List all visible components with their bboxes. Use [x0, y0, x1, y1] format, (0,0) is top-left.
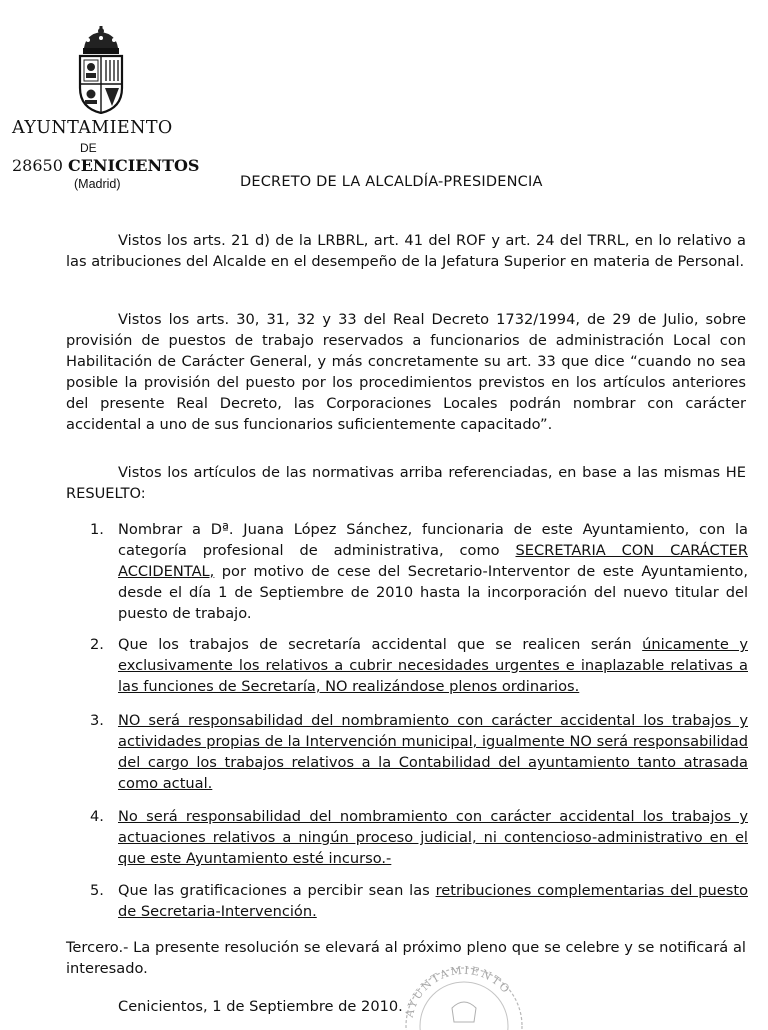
stamp-text: AYUNTAMIENTO: [402, 963, 514, 1019]
closing-line: Cenicientos, 1 de Septiembre de 2010.: [118, 998, 403, 1015]
province-label: (Madrid): [74, 177, 121, 191]
paragraph-1: Vistos los arts. 21 d) de la LRBRL, art. 41 del ROF y art. 24 del TRRL, en lo relativo a las atribuciones del Alcalde en el desempeño de la Jefatura Superior en materia de Personal.: [66, 232, 746, 270]
document-title: DECRETO DE LA ALCALDÍA-PRESIDENCIA: [240, 174, 543, 190]
coat-of-arms-icon: [74, 26, 128, 114]
organization-name: AYUNTAMIENTO: [12, 118, 173, 138]
town-name: CENICIENTOS: [68, 156, 200, 175]
item-number: 4.: [90, 808, 104, 825]
item-number: 1.: [90, 521, 104, 538]
organization-town-line: [12, 156, 199, 175]
svg-text:AYUNTAMIENTO: [402, 964, 513, 1020]
item-text: NO será responsabilidad del nombramiento con carácter accidental los trabajos y actividades propias de la Intervención municipal, igualmente NO será responsabilidad del cargo los trabajos relativos a la Contabilidad del ayuntamiento tanto atrasada como actual.: [118, 712, 748, 792]
paragraph-3: Vistos los artículos de las normativas arriba referenciadas, en base a las mismas HE RESUELTO:: [66, 464, 746, 502]
item-number: 3.: [90, 712, 104, 729]
item-number: 2.: [90, 636, 104, 653]
tercero-paragraph: Tercero.- La presente resolución se elevará al próximo pleno que se celebre y se notificará al interesado.: [66, 939, 746, 977]
postal-code: 28650: [12, 156, 63, 175]
organization-connector: DE: [80, 141, 97, 155]
item-number: 5.: [90, 882, 104, 899]
item-text: Nombrar a Dª. Juana López Sánchez, funcionaria de este Ayuntamiento, con la categoría profesional de administrativa, como SECRETARIA CON CARÁCTER ACCIDENTAL, por motivo de cese del Secretario-Interventor de este Ayuntamiento, desde el día 1 de Septiembre de 2010 hasta la incorporación del nuevo titular del puesto de trabajo.: [118, 521, 749, 622]
official-stamp: [392, 960, 532, 1030]
item-text: No será responsabilidad del nombramiento con carácter accidental los trabajos y actuaciones relativos a ningún proceso judicial, ni contencioso-administrativo en el que este Ayuntamiento esté incurso.-: [118, 808, 748, 867]
item-text: Que las gratificaciones a percibir sean las retribuciones complementarias del puesto de Secretaria-Intervención.: [118, 882, 748, 920]
paragraph-2: Vistos los arts. 30, 31, 32 y 33 del Real Decreto 1732/1994, de 29 de Julio, sobre provisión de puestos de trabajo reservados a funcionarios de administración Local con Habilitación de Carácter General, y más concretamente su art. 33 que dice “cuando no sea posible la provisión del puesto por los procedimientos previstos en los artículos anteriores del presente Real Decreto, las Corporaciones Locales podrán nombrar con carácter accidental a uno de sus funcionarios suficientemente capacitado”.: [66, 311, 746, 433]
item-text: Que los trabajos de secretaría accidental que se realicen serán únicamente y exclusivamente los relativos a cubrir necesidades urgentes e inaplazable relativas a las funciones de Secretaría, NO realizándose plenos ordinarios.: [118, 636, 748, 695]
